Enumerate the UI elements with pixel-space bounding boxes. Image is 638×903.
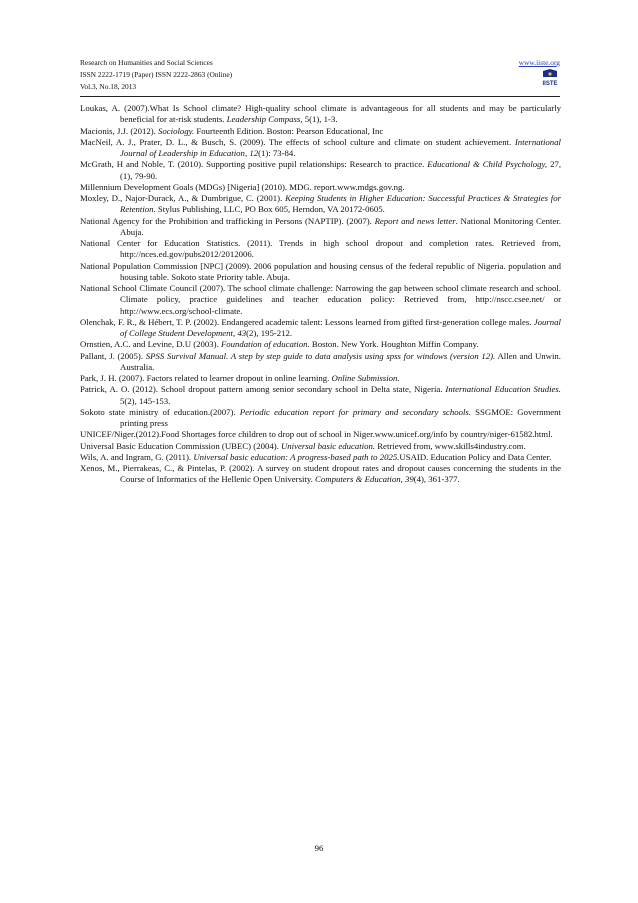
reference-text: Wils, A. and Ingram, G. (2011). (80, 451, 194, 462)
issn-line: ISSN 2222-1719 (Paper) ISSN 2222-2863 (Online) (80, 70, 233, 79)
reference-italic-text: Leadership Compass, (226, 114, 303, 125)
reference-text: . National Monitoring Center. Abuja. (120, 215, 561, 237)
reference-italic-text: 39 (404, 474, 414, 485)
reference-italic-text: Educational & Child Psychology, (427, 159, 548, 170)
reference-text: UNICEF/Niger.(2012).Food Shortages force children to drop out of school in Niger.www.unicef.org/info by country/niger-61582.html. (80, 429, 553, 440)
reference-entry (80, 126, 561, 137)
reference-italic-text: International Education Studies. (445, 384, 561, 395)
reference-entry (80, 261, 561, 284)
reference-text: 27, (1), 79-90. (120, 159, 562, 181)
reference-text: Xenos, M., Pierrakeas, C., & Pintelas, P. (2002). A survey on student dropout rates and dropout causes concerning the students in the Course of Informatics of the Hellenic Open University. (80, 463, 561, 485)
journal-url-link[interactable]: www.iiste.org (518, 58, 560, 67)
reference-italic-text: Journal of College Student Development (120, 316, 561, 338)
reference-entry (80, 384, 561, 407)
reference-text: Boston. New York. Houghton Miffin Company. (309, 339, 479, 350)
reference-entry (80, 441, 561, 452)
reference-text: USAID. Education Policy and Data Center. (399, 451, 552, 462)
reference-entry (80, 216, 561, 239)
reference-text: Universal Basic Education Commission (UBEC) (2004). (80, 440, 281, 451)
iiste-logo-icon (540, 68, 560, 90)
reference-italic-text: Sociology. (158, 125, 195, 136)
reference-italic-text: Universal basic education. (280, 440, 376, 451)
reference-italic-text: 43 (237, 328, 247, 338)
reference-text: McGrath, H and Noble, T. (2010). Supporting positive pupil relationships: Research to practice. (80, 159, 428, 170)
reference-entry (80, 103, 561, 126)
reference-text: National Population Commission [NPC] (2009). 2006 population and housing census of the federal republic of Nigeria. population and housing table. Sokoto state Priority table. Abuja. (80, 260, 561, 282)
reference-entry (80, 283, 561, 317)
logo-text: IISTE (542, 81, 558, 87)
reference-text: Sokoto state ministry of education.(2007). (80, 406, 240, 417)
reference-text: Loukas, A. (2007).What Is School climate? High-quality school climate is advantageous for all students and may be particularly beneficial for at-risk students. (80, 103, 561, 125)
reference-entry (80, 137, 561, 160)
reference-text: 5(2), 145-153. (120, 395, 171, 406)
reference-text: , (400, 474, 405, 485)
reference-italic-text: 12 (249, 148, 259, 158)
reference-text: Olenchak, F. R., & Hébert, T. P. (2002). Endangered academic talent: Lessons learned from gifted first-generation college males. (80, 316, 534, 327)
reference-text: , (233, 328, 238, 338)
reference-italic-text: Keeping Students in Higher Education: Successful Practices & Strategies for Retention. (120, 193, 561, 215)
reference-italic-text: Periodic education report for primary and secondary schools. (239, 406, 472, 417)
reference-text: National School Climate Council (2007). The school climate challenge: Narrowing the gap between school climate research and school. Climate policy, practice guidelines and teacher education policy: Retrieved from, http://nscc.csee.net/ or http://www.ecs.org/school-climate. (80, 283, 561, 316)
journal-name: Research on Humanities and Social Sciences (80, 58, 213, 67)
reference-entry (80, 317, 561, 340)
reference-italic-text: Foundation of education. (220, 339, 310, 350)
reference-entry (80, 159, 561, 182)
reference-text: Moxley, D., Najor-Durack, A., & Dumbrigue, C. (2001). (80, 193, 286, 203)
reference-text: Park, J. H. (2007). Factors related to learner dropout in online learning. (80, 373, 332, 383)
reference-italic-text: Universal basic education: A progress-based path to 2025. (193, 451, 400, 462)
reference-italic-text: SPSS Survival Manual. A step by step guide to data analysis using spss for windows (version 12). (145, 350, 496, 361)
reference-entry (80, 463, 561, 486)
reference-text: (4), 361-377. (413, 474, 460, 485)
reference-entry (80, 238, 561, 261)
reference-entry (80, 452, 561, 463)
reference-entry (80, 429, 561, 440)
reference-text: (1): 73-84. (258, 148, 296, 158)
reference-italic-text: Online Submission. (331, 373, 400, 383)
reference-text: MacNeil, A. J., Prater, D. L., & Busch, S. (2009). The effects of school culture and climate on student achievement. (80, 136, 515, 147)
reference-list (80, 103, 561, 486)
reference-text: Millennium Development Goals (MDGs) [Nigeria] (2010). MDG. report.www.mdgs.gov.ng. (80, 181, 405, 192)
volume-line: Vol.3, No.18, 2013 (80, 82, 137, 91)
reference-text: , (244, 148, 250, 158)
reference-italic-text: Report and news letter (374, 215, 456, 226)
reference-entry (80, 373, 561, 384)
reference-text: SSGMOE: Government printing press (120, 406, 561, 428)
reference-text: Fourteenth Edition. Boston: Pearson Educational, Inc (194, 125, 384, 136)
reference-text: National Center for Education Statistics. (2011). Trends in high school dropout and completion rates. Retrieved from, http://nces.ed.gov/pubs2012/2012006. (80, 238, 561, 260)
reference-entry (80, 351, 561, 374)
reference-text: Allen and Unwin. Australia. (120, 350, 561, 372)
reference-entry (80, 193, 561, 216)
reference-text: Retrieved from, www.skills4industry.com. (375, 440, 526, 451)
reference-italic-text: International Journal of Leadership in Education (120, 136, 561, 158)
reference-text: 5(1), 1-3. (302, 114, 338, 125)
reference-text: (2), 195-212. (246, 328, 293, 338)
reference-entry (80, 339, 561, 350)
reference-text: Pallant, J. (2005). (80, 350, 146, 361)
page-header (80, 57, 560, 93)
reference-text: Macionis, J.J. (2012). (80, 125, 159, 136)
header-divider (80, 96, 560, 97)
reference-text: Patrick, A. O. (2012). School dropout pattern among senior secondary school in Delta state, Nigeria. (80, 384, 446, 395)
reference-entry (80, 182, 561, 193)
reference-text: Stylus Publishing, LLC, PO Box 605, Herndon, VA 20172-0605. (155, 204, 385, 215)
reference-text: Ornstien, A.C. and Levine, D.U (2003). (80, 339, 221, 350)
reference-entry (80, 407, 561, 430)
reference-text: National Agency for the Prohibition and trafficking in Persons (NAPTIP). (2007). (80, 215, 375, 226)
reference-italic-text: Computers & Education (315, 474, 401, 485)
page-number: 96 (314, 843, 324, 853)
